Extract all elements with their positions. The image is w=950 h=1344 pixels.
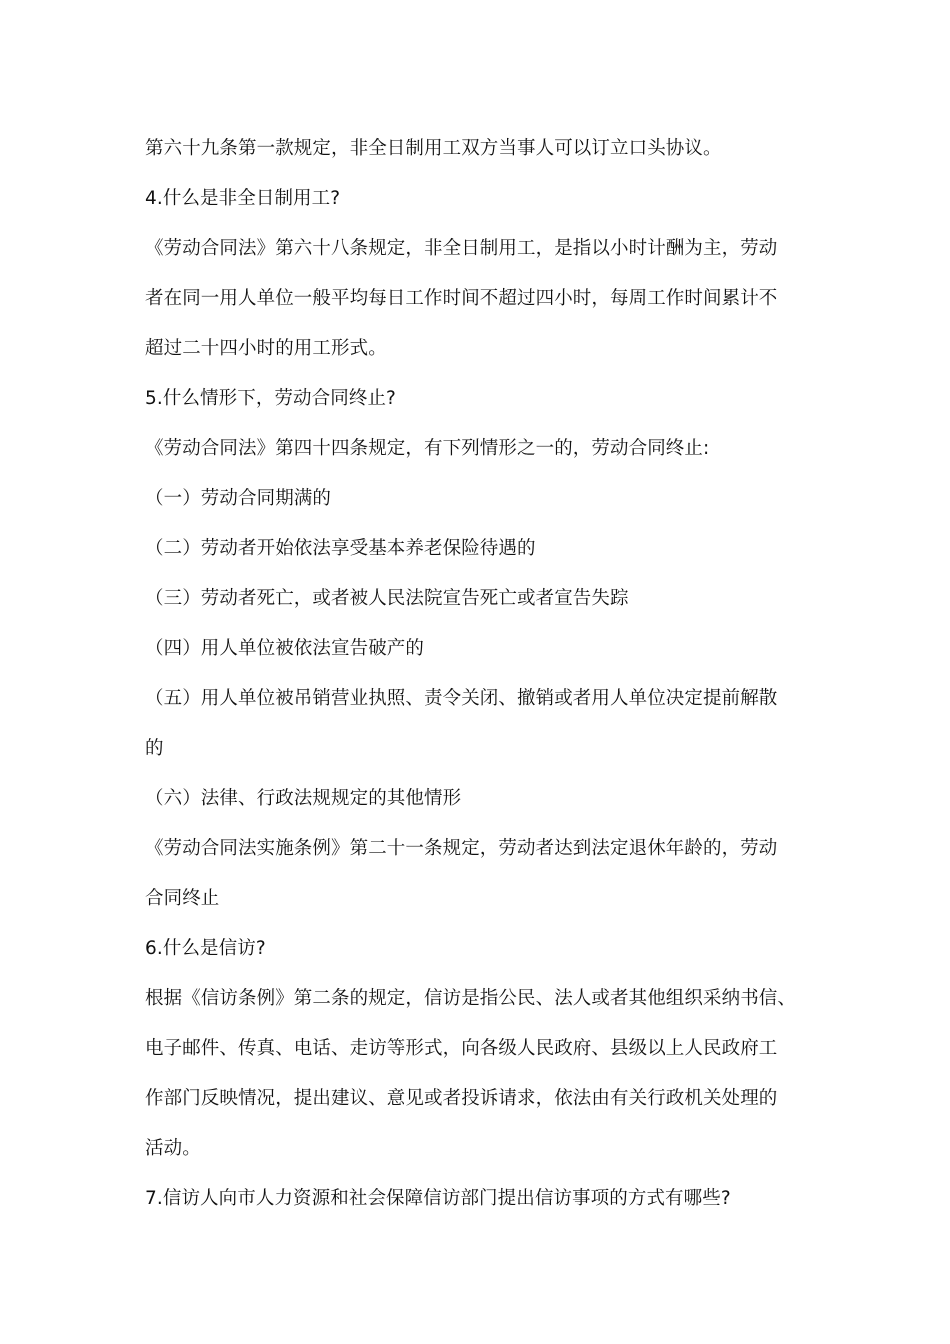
document-body xyxy=(145,124,810,1224)
paragraph-line: 根据《信访条例》第二条的规定，信访是指公民、法人或者其他组织采纳书信、 xyxy=(145,988,797,1009)
question-heading-4: 4.什么是非全日制用工? xyxy=(145,188,341,209)
list-item: （四）用人单位被依法宣告破产的 xyxy=(145,638,425,659)
list-item: （二）劳动者开始依法享受基本养老保险待遇的 xyxy=(145,538,536,559)
question-heading-6: 6.什么是信访? xyxy=(145,938,266,959)
list-item: （三）劳动者死亡，或者被人民法院宣告死亡或者宣告失踪 xyxy=(145,588,629,609)
paragraph-line: 超过二十四小时的用工形式。 xyxy=(145,338,387,359)
list-item: （五）用人单位被吊销营业执照、责令关闭、撤销或者用人单位决定提前解散 xyxy=(145,688,778,709)
list-item: （六）法律、行政法规规定的其他情形 xyxy=(145,788,462,809)
question-heading-5: 5.什么情形下，劳动合同终止? xyxy=(145,388,396,409)
paragraph-line: 活动。 xyxy=(145,1138,201,1159)
paragraph-line: 电子邮件、传真、电话、走访等形式，向各级人民政府、县级以上人民政府工 xyxy=(145,1038,778,1059)
paragraph-line: 《劳动合同法实施条例》第二十一条规定，劳动者达到法定退休年龄的，劳动 xyxy=(145,838,778,859)
paragraph-line: 者在同一用人单位一般平均每日工作时间不超过四小时，每周工作时间累计不 xyxy=(145,288,778,309)
paragraph-line: 《劳动合同法》第六十八条规定，非全日制用工，是指以小时计酬为主，劳动 xyxy=(145,238,778,259)
question-heading-7: 7.信访人向市人力资源和社会保障信访部门提出信访事项的方式有哪些? xyxy=(145,1188,731,1209)
list-item: （一）劳动合同期满的 xyxy=(145,488,332,509)
list-item-continuation: 的 xyxy=(145,738,164,759)
paragraph-line: 第六十九条第一款规定，非全日制用工双方当事人可以订立口头协议。 xyxy=(145,138,722,159)
paragraph-line: 合同终止 xyxy=(145,888,220,909)
paragraph-line: 作部门反映情况，提出建议、意见或者投诉请求，依法由有关行政机关处理的 xyxy=(145,1088,778,1109)
paragraph-line: 《劳动合同法》第四十四条规定，有下列情形之一的，劳动合同终止: xyxy=(145,438,710,459)
